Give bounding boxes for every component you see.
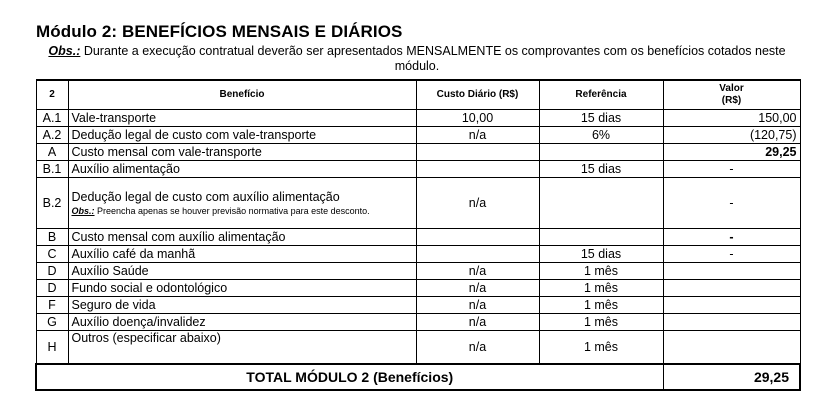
row-daily-cost: n/a xyxy=(416,263,539,280)
table-row xyxy=(36,229,800,246)
row-daily-cost xyxy=(416,246,539,263)
row-benefit xyxy=(68,178,416,229)
row-reference: 1 mês xyxy=(539,331,663,365)
row-benefit: Dedução legal de custo com vale-transporte xyxy=(68,127,416,144)
row-value xyxy=(663,280,800,297)
row-value xyxy=(663,331,800,365)
row-daily-cost: 10,00 xyxy=(416,110,539,127)
row-benefit: Auxílio doença/invalidez xyxy=(68,314,416,331)
table-header-row xyxy=(36,80,800,110)
total-value: 29,25 xyxy=(663,364,800,390)
table-row xyxy=(36,161,800,178)
observation-text: Durante a execução contratual deverão ser apresentados MENSALMENTE os comprovantes com os benefícios cotados neste módulo. xyxy=(80,44,786,73)
row-benefit: Outros (especificar abaixo) xyxy=(68,331,416,365)
row-note-label: Obs.: xyxy=(71,205,95,216)
row-reference: 15 dias xyxy=(539,110,663,127)
row-reference: 1 mês xyxy=(539,314,663,331)
row-daily-cost: n/a xyxy=(416,331,539,365)
table-row xyxy=(36,314,800,331)
row-reference xyxy=(539,144,663,161)
row-benefit: Auxílio Saúde xyxy=(68,263,416,280)
table-row xyxy=(36,178,800,229)
row-reference xyxy=(539,178,663,229)
total-row xyxy=(36,364,800,390)
row-daily-cost: n/a xyxy=(416,297,539,314)
row-code: C xyxy=(36,246,68,263)
total-label: TOTAL MÓDULO 2 (Benefícios) xyxy=(36,364,663,390)
row-daily-cost: n/a xyxy=(416,178,539,229)
row-code: B xyxy=(36,229,68,246)
table-row xyxy=(36,246,800,263)
page-title: Módulo 2: BENEFÍCIOS MENSAIS E DIÁRIOS xyxy=(36,22,403,41)
row-code: A xyxy=(36,144,68,161)
row-benefit: Custo mensal com vale-transporte xyxy=(68,144,416,161)
row-value: - xyxy=(663,246,800,263)
row-daily-cost xyxy=(416,144,539,161)
row-benefit: Seguro de vida xyxy=(68,297,416,314)
row-daily-cost: n/a xyxy=(416,280,539,297)
row-value: - xyxy=(663,161,800,178)
row-benefit: Fundo social e odontológico xyxy=(68,280,416,297)
row-daily-cost xyxy=(416,161,539,178)
observation-note xyxy=(36,44,798,74)
row-value: - xyxy=(663,229,800,246)
row-reference: 15 dias xyxy=(539,246,663,263)
row-code: B.1 xyxy=(36,161,68,178)
header-value-unit: (R$) xyxy=(721,95,742,106)
row-code: A.2 xyxy=(36,127,68,144)
row-value: 150,00 xyxy=(663,110,800,127)
row-reference xyxy=(539,229,663,246)
row-code: A.1 xyxy=(36,110,68,127)
header-value xyxy=(663,80,800,110)
row-benefit: Custo mensal com auxílio alimentação xyxy=(68,229,416,246)
row-code: B.2 xyxy=(36,178,68,229)
row-code: G xyxy=(36,314,68,331)
row-value: (120,75) xyxy=(663,127,800,144)
header-benefit: Benefício xyxy=(68,80,416,110)
row-note-text: Preencha apenas se houver previsão normativa para este desconto. xyxy=(94,205,370,216)
header-daily-cost: Custo Diário (R$) xyxy=(416,80,539,110)
benefits-table xyxy=(35,79,801,391)
observation-label: Obs.: xyxy=(48,44,81,58)
row-reference: 1 mês xyxy=(539,297,663,314)
row-reference: 1 mês xyxy=(539,280,663,297)
row-value: 29,25 xyxy=(663,144,800,161)
row-code: D xyxy=(36,263,68,280)
row-value xyxy=(663,297,800,314)
row-code: F xyxy=(36,297,68,314)
row-value xyxy=(663,263,800,280)
header-value-label: Valor xyxy=(719,83,744,94)
row-daily-cost: n/a xyxy=(416,314,539,331)
table-row xyxy=(36,110,800,127)
row-reference: 1 mês xyxy=(539,263,663,280)
row-benefit: Auxílio alimentação xyxy=(68,161,416,178)
row-daily-cost: n/a xyxy=(416,127,539,144)
row-benefit: Vale-transporte xyxy=(68,110,416,127)
table-row xyxy=(36,280,800,297)
table-row xyxy=(36,297,800,314)
row-code: D xyxy=(36,280,68,297)
table-row xyxy=(36,331,800,365)
header-reference: Referência xyxy=(539,80,663,110)
row-reference: 6% xyxy=(539,127,663,144)
row-daily-cost xyxy=(416,229,539,246)
row-benefit-note xyxy=(72,206,413,217)
table-row xyxy=(36,127,800,144)
table-row xyxy=(36,263,800,280)
header-code: 2 xyxy=(36,80,68,110)
row-reference: 15 dias xyxy=(539,161,663,178)
row-value xyxy=(663,314,800,331)
row-benefit: Auxílio café da manhã xyxy=(68,246,416,263)
row-value: - xyxy=(663,178,800,229)
row-code: H xyxy=(36,331,68,365)
row-benefit-label: Dedução legal de custo com auxílio alimentação xyxy=(71,189,340,204)
table-row xyxy=(36,144,800,161)
